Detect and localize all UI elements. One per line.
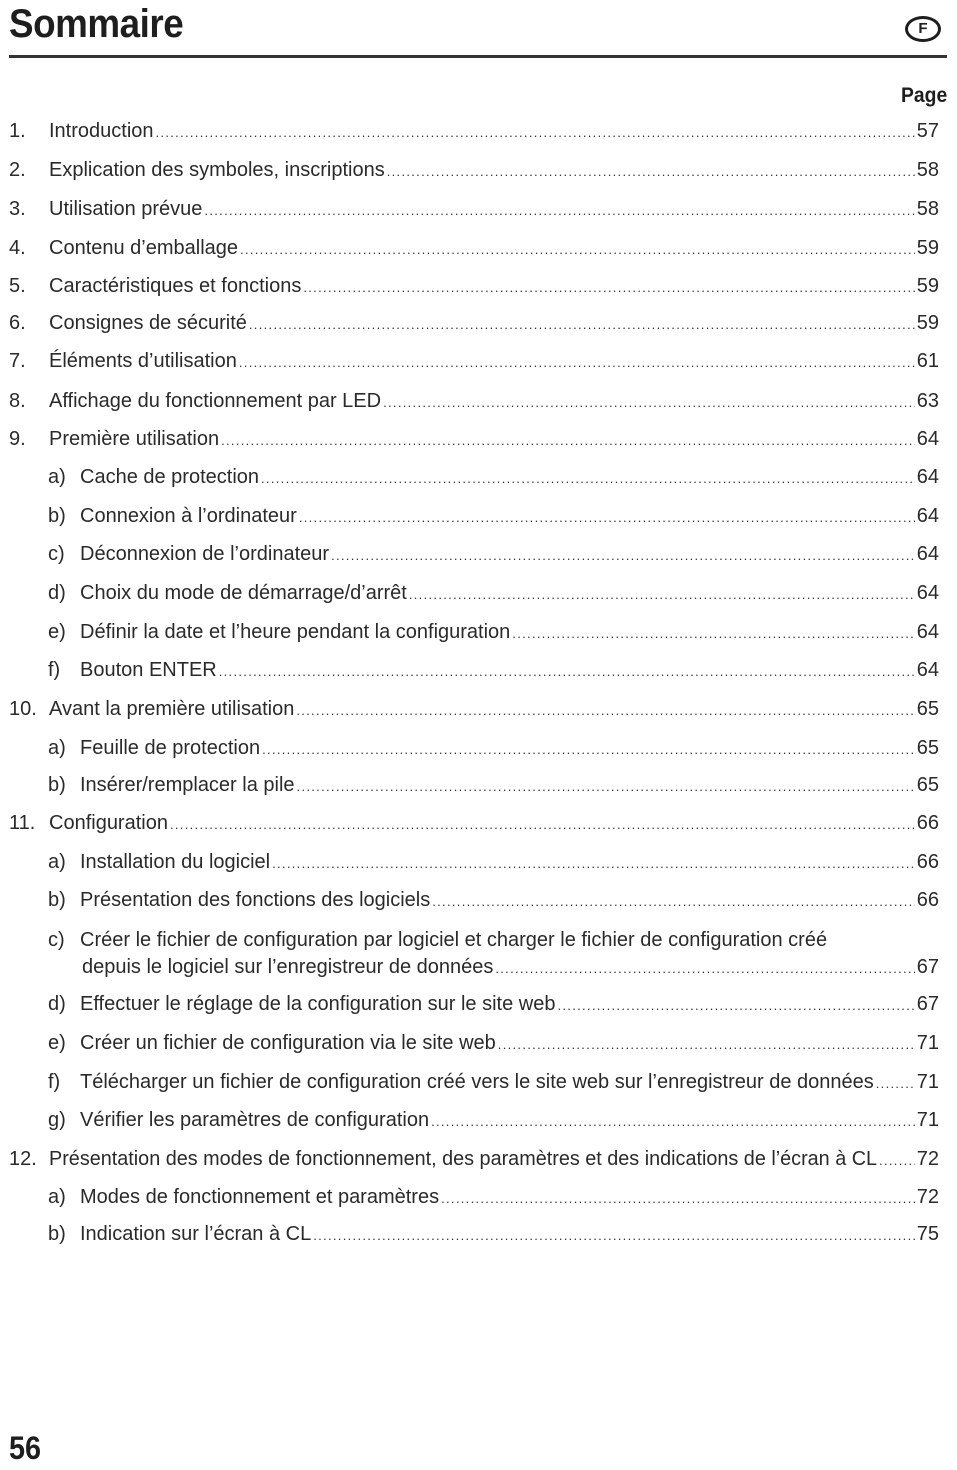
toc-page: 57 xyxy=(916,120,939,142)
toc-page: 72 xyxy=(916,1186,939,1208)
toc-page: 65 xyxy=(916,774,939,796)
toc-entry-1[interactable] xyxy=(0,118,957,144)
toc-number: g) xyxy=(48,1109,66,1131)
toc-number: e) xyxy=(48,621,66,643)
toc-number: 7. xyxy=(9,350,26,372)
toc-title: Utilisation prévue xyxy=(49,198,203,220)
toc-page: 66 xyxy=(916,851,939,873)
toc-title: Créer un fichier de configuration via le site web xyxy=(80,1032,496,1054)
toc-page: 64 xyxy=(916,621,939,643)
page-column-header: Page xyxy=(900,84,947,107)
toc-page: 59 xyxy=(916,312,939,334)
toc-number: 5. xyxy=(9,275,26,297)
toc-entry-2[interactable] xyxy=(0,157,957,183)
toc-title: Cache de protection xyxy=(80,466,260,488)
toc-entry-11f[interactable] xyxy=(0,1069,957,1095)
toc-entry-10[interactable] xyxy=(0,696,957,722)
toc-entry-11e[interactable] xyxy=(0,1030,957,1056)
toc-number: a) xyxy=(48,851,66,873)
toc-entry-8[interactable] xyxy=(0,388,957,414)
toc-entry-11[interactable] xyxy=(0,810,957,836)
toc-title: Créer le fichier de configuration par logiciel et charger le fichier de configuration créé xyxy=(80,929,828,951)
toc-title: Consignes de sécurité xyxy=(49,312,247,334)
toc-title: Télécharger un fichier de configuration créé vers le site web sur l’enregistreur de données xyxy=(80,1071,874,1093)
toc-page: 58 xyxy=(916,198,939,220)
toc-entry-9e[interactable] xyxy=(0,619,957,645)
toc-page: 64 xyxy=(916,543,939,565)
toc-title: Explication des symboles, inscriptions xyxy=(49,159,385,181)
toc-page: 67 xyxy=(916,993,939,1015)
toc-title: Configuration xyxy=(49,812,168,834)
toc-title: Définir la date et l’heure pendant la configuration xyxy=(80,621,511,643)
toc-entry-12[interactable] xyxy=(0,1146,957,1172)
toc-page: 64 xyxy=(916,659,939,681)
toc-entry-9c[interactable] xyxy=(0,541,957,567)
toc-page: 64 xyxy=(916,428,939,450)
toc-entry-7[interactable] xyxy=(0,348,957,374)
toc-page: 58 xyxy=(916,159,939,181)
toc-number: 10. xyxy=(9,698,37,720)
toc-number: 3. xyxy=(9,198,26,220)
toc-page: 59 xyxy=(916,275,939,297)
toc-entry-9a[interactable] xyxy=(0,464,957,490)
toc-title: Présentation des fonctions des logiciels xyxy=(80,889,431,911)
toc-number: 4. xyxy=(9,237,26,259)
toc-title: Connexion à l’ordinateur xyxy=(80,505,297,527)
toc-number: e) xyxy=(48,1032,66,1054)
toc-title: Contenu d’emballage xyxy=(49,237,239,259)
toc-page: 63 xyxy=(916,390,939,412)
toc-entry-10b[interactable] xyxy=(0,772,957,798)
toc-number: 11. xyxy=(9,812,36,834)
toc-title: Éléments d’utilisation xyxy=(49,350,237,372)
toc-entry-11c[interactable] xyxy=(0,929,957,980)
toc-title: Première utilisation xyxy=(49,428,220,450)
toc-page: 59 xyxy=(916,237,939,259)
toc-entry-9[interactable] xyxy=(0,426,957,452)
toc-number: 2. xyxy=(9,159,26,181)
toc-page: 61 xyxy=(916,350,939,372)
toc-title: Modes de fonctionnement et paramètres xyxy=(80,1186,440,1208)
toc-number: a) xyxy=(48,1186,66,1208)
toc-number: d) xyxy=(48,582,66,604)
toc-number: 6. xyxy=(9,312,26,334)
toc-entry-3[interactable] xyxy=(0,196,957,222)
toc-entry-12a[interactable] xyxy=(0,1184,957,1210)
toc-entry-12b[interactable] xyxy=(0,1221,957,1247)
toc-entry-11b[interactable] xyxy=(0,887,957,913)
language-badge: F xyxy=(905,16,941,42)
toc-entry-9f[interactable] xyxy=(0,657,957,683)
toc-page: 64 xyxy=(916,582,939,604)
toc-page: 71 xyxy=(916,1071,939,1093)
toc-page: 65 xyxy=(916,737,939,759)
toc-number: c) xyxy=(48,929,65,951)
toc-title: Avant la première utilisation xyxy=(49,698,295,720)
toc-title: Caractéristiques et fonctions xyxy=(49,275,302,297)
toc-title: Effectuer le réglage de la configuration sur le site web xyxy=(80,993,556,1015)
toc-entry-10a[interactable] xyxy=(0,735,957,761)
toc-title: Bouton ENTER xyxy=(80,659,217,681)
toc-title: Introduction xyxy=(49,120,154,142)
toc-number: f) xyxy=(48,659,61,681)
toc-page: 67 xyxy=(916,956,939,978)
toc-page: 71 xyxy=(916,1109,939,1131)
toc-number: 9. xyxy=(9,428,26,450)
toc-entry-11a[interactable] xyxy=(0,849,957,875)
toc-number: f) xyxy=(48,1071,61,1093)
toc-title: Présentation des modes de fonctionnement, des paramètres et des indications de l’écran à CL xyxy=(49,1148,878,1170)
toc-entry-4[interactable] xyxy=(0,235,957,261)
toc-entry-11g[interactable] xyxy=(0,1107,957,1133)
toc-title: Indication sur l’écran à CL xyxy=(80,1223,312,1245)
toc-title-continued: depuis le logiciel sur l’enregistreur de données xyxy=(82,956,494,978)
toc-page: 66 xyxy=(916,812,939,834)
toc-entry-9b[interactable] xyxy=(0,503,957,529)
toc-number: b) xyxy=(48,889,66,911)
title-rule xyxy=(9,55,947,58)
toc-title: Affichage du fonctionnement par LED xyxy=(49,390,382,412)
toc-page: 71 xyxy=(916,1032,939,1054)
toc-page: 72 xyxy=(916,1148,939,1170)
toc-title: Insérer/remplacer la pile xyxy=(80,774,295,796)
toc-title: Vérifier les paramètres de configuration xyxy=(80,1109,430,1131)
toc-number: b) xyxy=(48,1223,66,1245)
toc-number: b) xyxy=(48,505,66,527)
toc-number: a) xyxy=(48,737,66,759)
toc-page: 64 xyxy=(916,505,939,527)
toc-page: 65 xyxy=(916,698,939,720)
toc-number: b) xyxy=(48,774,66,796)
toc-number: d) xyxy=(48,993,66,1015)
toc-number: c) xyxy=(48,543,65,565)
toc-number: 8. xyxy=(9,390,26,412)
toc-page: 66 xyxy=(916,889,939,911)
toc-title: Feuille de protection xyxy=(80,737,261,759)
toc-page: 75 xyxy=(916,1223,939,1245)
toc-page: 64 xyxy=(916,466,939,488)
toc-entry-6[interactable] xyxy=(0,310,957,336)
toc-number: 12. xyxy=(9,1148,37,1170)
toc-entry-11d[interactable] xyxy=(0,991,957,1017)
page-number: 56 xyxy=(9,1430,42,1466)
toc-title: Choix du mode de démarrage/d’arrêt xyxy=(80,582,407,604)
toc-entry-5[interactable] xyxy=(0,273,957,299)
toc-entry-9d[interactable] xyxy=(0,580,957,606)
page-title: Sommaire xyxy=(9,2,184,46)
toc-number: 1. xyxy=(9,120,26,142)
toc-title: Installation du logiciel xyxy=(80,851,271,873)
toc-number: a) xyxy=(48,466,66,488)
toc-title: Déconnexion de l’ordinateur xyxy=(80,543,330,565)
